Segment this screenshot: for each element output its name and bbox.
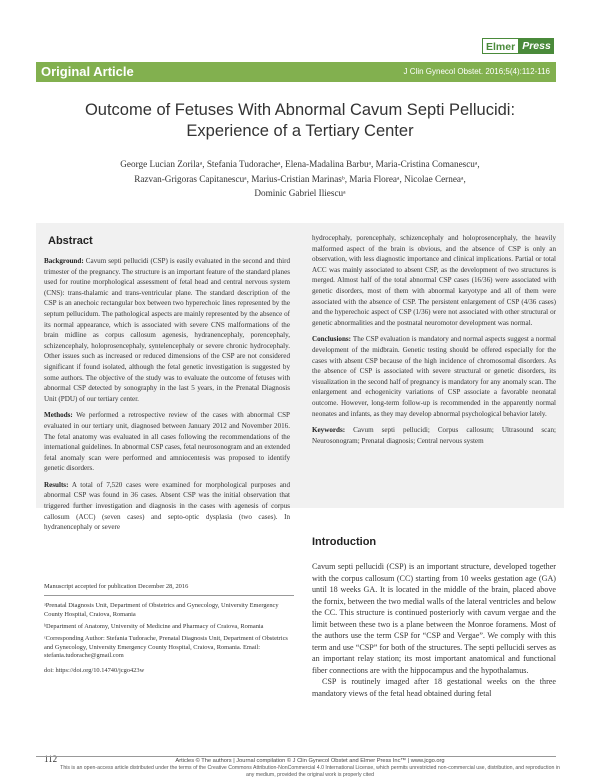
doi-link[interactable]: doi: https://doi.org/10.14740/jcgo423w	[44, 667, 145, 675]
methods-label: Methods:	[44, 411, 73, 420]
abstract-background	[44, 256, 290, 404]
logo-part-press: Press	[519, 38, 554, 54]
article-title	[36, 100, 564, 142]
notes-divider	[44, 595, 294, 596]
introduction-paragraph-2: CSP is routinely imaged after 18 gestational weeks on the three mandatory views of the fetal head obtained during fetal	[312, 677, 556, 698]
footer-copyright: Articles © The authors | Journal compilation © J Clin Gynecol Obstet and Elmer Press Inc™ | www.jcgo.org	[175, 758, 445, 764]
article-type: Original Article	[41, 64, 134, 79]
keywords-text: Cavum septi pellucidi; Corpus callosum; Ultrasound scan; Neurosonogram; Prenatal diagnosis; Central nervous system	[312, 426, 557, 445]
author-list	[66, 157, 534, 201]
journal-citation: J Clin Gynecol Obstet. 2016;5(4):112-116	[403, 67, 550, 76]
authors-line-3: Dominic Gabriel Iliescuᵃ	[254, 188, 346, 198]
introduction-body	[312, 561, 556, 699]
logo-part-elmer: Elmer	[482, 38, 519, 54]
affiliation-b: ᵇDepartment of Anatomy, University of Medicine and Pharmacy of Craiova, Romania	[44, 622, 264, 630]
authors-line-2: Razvan-Grigoras Capitanescuᵃ, Marius-Cristian Marinasᵇ, Maria Floreaᵃ, Nicolae Cerneaᵃ,	[134, 173, 466, 184]
background-text: Cavum septi pellucidi (CSP) is easily evaluated in the second and third trimester of the pregnancy. The structure is an important feature of the standard planes used for routine morphological assessment of fetal head and central nervous system (CNS): trans-thalamic and trans-ventricular plane. The standard description of the CSP is an anechoic rectangular box between two hyperechoic lines represented by the septum pellucidum. The pathological aspects are mainly represented by the absence of its normal appearance, which is associated with severe CNS malformations of the brain midline as corpus callosum agenesis, hydranencephaly, porencephaly, schizencephaly, holoprosencephaly, syntelencephaly or severe chronic hydrocephaly. Other issues such as increased or reduced dimensions of the CSP are not considered significant if found isolated, although the fetal genetic investigation is suggested by some authors. The objective of the study was to evaluate the outcome of fetuses with abnormal CSP detected by sonography in the last 5 years, in the Prenatal Diagnosis Unit (PDU) of our tertiary center.	[44, 257, 290, 403]
results-label: Results:	[44, 480, 69, 489]
abstract-right-column	[312, 233, 556, 452]
title-line-2: Experience of a Tertiary Center	[186, 122, 414, 140]
abstract-conclusions	[312, 334, 556, 419]
title-line-1: Outcome of Fetuses With Abnormal Cavum Septi Pellucidi:	[84, 101, 516, 119]
abstract-left-column	[44, 256, 290, 539]
conclusions-label: Conclusions:	[312, 335, 352, 344]
results-continued: hydrocephaly, porencephaly, schizencephaly and holoprosencephaly, the heavily malformed aspect of the brain is obvious, and the absence of CSP is only an observation, with less diagnostic importance and clinical implications. Partial or total ACC was mainly associated to absent CSP, as the development of two structures is merged. Almost half of the total abnormal CSP cases (16/36) were associated with genetic disorders, most of them with abnormal karyotype and all of them were associated with the absence of CSP. The persistent enlargement of CSP (4/36 cases) and the hyperechoic aspect of CSP (1/36) were not associated with other structural or genetic abnormalities and the postnatal neuromotor development was normal.	[312, 234, 556, 327]
methods-text: We performed a retrospective review of the cases with abnormal CSP evaluated in our tertiary unit, diagnosed between January 2012 and November 2016. The fetal anatomy was evaluated in all cases following the recommendations of the international guidelines. In abnormal CSP cases, fetal neurosonogram and an extended fetal anomaly scan were performed and amniocentesis was proposed to identify genetic disorders.	[44, 411, 290, 473]
abstract-methods	[44, 410, 290, 474]
results-text: A total of 7,520 cases were examined for morphological purposes and abnormal CSP was found in 36 cases. Absent CSP was the initial observation that triggered further investigation and diagnosis in the cases with agenesis of corpus callosum (ACC) (seven cases) and septo-optic dysplasia (two cases). In hydranencephaly or severe	[44, 480, 290, 532]
introduction-heading: Introduction	[312, 536, 377, 548]
footer-divider	[36, 756, 556, 757]
abstract-heading: Abstract	[48, 235, 93, 247]
manuscript-accepted: Manuscript accepted for publication December 28, 2016	[44, 583, 189, 590]
introduction-paragraph-1: Cavum septi pellucidi (CSP) is an important structure, developed together with the corpus callosum (CC) starting from 10 weeks gestation age (GA) until 18 weeks GA. It is located in the middle of the brain, placed above the fornix, between the two medial walls of the lateral ventricles and below the CC. This structure is continued posteriorly with cavum vergae and the limit between these two is a plane between the Monroe foramens. Most of the authors use the term CSP for “CSP and Vergae”. We comply with this term and use “CSP” for both of the structures. The septi pellucidi serves as an important relay station; its most important anatomical and functional fiber connections are with the hippocampus and the hypothalamus.	[312, 562, 556, 675]
authors-line-1: George Lucian Zorilaᵃ, Stefania Tudoracheᵃ, Elena-Madalina Barbuᵃ, Maria-Cristina Comanescuᵃ,	[120, 159, 480, 169]
affiliation-a: ᵃPrenatal Diagnosis Unit, Department of Obstetrics and Gynecology, University Emergency County Hospital, Craiova, Romania	[44, 601, 279, 618]
footer-license: This is an open-access article distributed under the terms of the Creative Commons Attribution-NonCommercial 4.0 International License, which permits unrestricted non-commercial use, distribution, and reproduction in any medium, provided the original work is properly cited	[60, 765, 560, 778]
page-number: 112	[44, 754, 58, 764]
publisher-logo	[482, 38, 555, 54]
conclusions-text: The CSP evaluation is mandatory and normal aspects suggest a normal development of the midbrain. Genetic testing should be offered especially for the cases with absent CSP because of the high incidence of chromosomal disorders. As the absence of CSP is associated with severe structural or genetic disorders, its visualization in the second half of pregnancy is mandatory for any anomaly scan. The enlargement and echogenicity variations of CSP associate a favorable neonatal outcome. However, long-term follow-up is recommended in the apparently normal neonates and infants, as they may develop abnormal psychological behavior lately.	[312, 335, 556, 418]
article-header-bar	[36, 62, 556, 82]
article-notes	[44, 583, 294, 679]
background-label: Background:	[44, 257, 84, 265]
abstract-results	[44, 480, 290, 533]
keywords-label: Keywords:	[312, 426, 346, 435]
abstract-keywords	[312, 425, 556, 446]
corresponding-author: ᶜCorresponding Author: Stefania Tudorache, Prenatal Diagnosis Unit, Department of Obstetrics and Gynecology, University Emergency County Hospital, Craiova, Romania. Email: stefania.tudorache@gmail.com	[44, 634, 288, 660]
